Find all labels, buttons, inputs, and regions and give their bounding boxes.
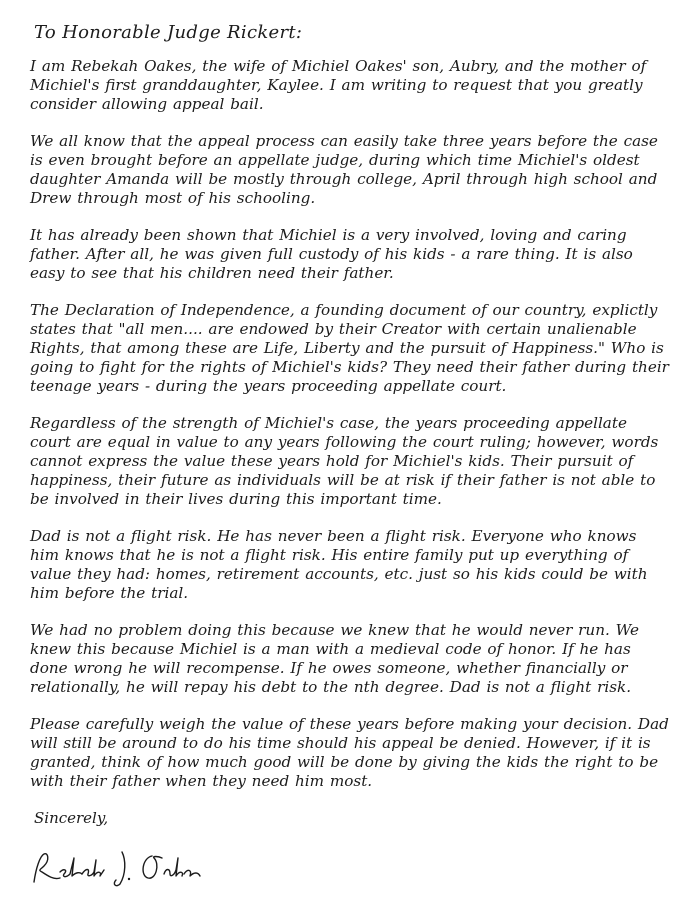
paragraph-4: The Declaration of Independence, a founding document of our country, explictly states that "all men.... are endowed by their Creator with certain unalienable Rights, that among these are Life, Liberty and the pursuit of Happiness." Who is going to fight for the rights of Michiel's kids? They need their father during their teenage years - during the years proceeding appellate court.: [30, 301, 669, 395]
paragraph-8: Please carefully weigh the value of these years before making your decision. Dad will still be around to do his time should his appeal be denied. However, if it is granted, think of how much good will be done by giving the kids the right to be with their father when they need him most.: [30, 715, 669, 790]
paragraph-6: Dad is not a flight risk. He has never been a flight risk. Everyone who knows him knows that he is not a flight risk. His entire family put up everything of value they had: homes, retirement accounts, etc. just so his kids could be with him before the trial.: [30, 527, 648, 602]
paragraph-3: It has already been shown that Michiel is a very involved, loving and caring father. After all, he was given full custody of his kids - a rare thing. It is also easy to see that his children need their father.: [30, 226, 633, 282]
paragraph-1: I am Rebekah Oakes, the wife of Michiel Oakes' son, Aubry, and the mother of Michiel's first granddaughter, Kaylee. I am writing to request that you greatly consider allowing appeal bail.: [30, 57, 647, 113]
paragraph-2: We all know that the appeal process can easily take three years before the case is even brought before an appellate judge, during which time Michiel's oldest daughter Amanda will be mostly through college, April through high school and Drew through most of his schooling.: [30, 132, 658, 207]
closing: Sincerely,: [34, 809, 109, 827]
signature: [30, 846, 230, 890]
signature-drawing: [30, 846, 230, 890]
salutation: To Honorable Judge Rickert:: [34, 22, 303, 43]
paragraph-7: We had no problem doing this because we knew that he would never run. We knew this because Michiel is a man with a medieval code of honor. If he has done wrong he will recompense. If he owes someone, whether financially or relationally, he will repay his debt to the nth degree. Dad is not a flight risk.: [30, 621, 640, 696]
letter-body: [30, 22, 670, 837]
paragraph-5: Regardless of the strength of Michiel's case, the years proceeding appellate court are equal in value to any years following the court ruling; however, words cannot express the value these years hold for Michiel's kids. Their pursuit of happiness, their future as individuals will be at risk if their father is not able to be involved in their lives during this important time.: [30, 414, 659, 508]
